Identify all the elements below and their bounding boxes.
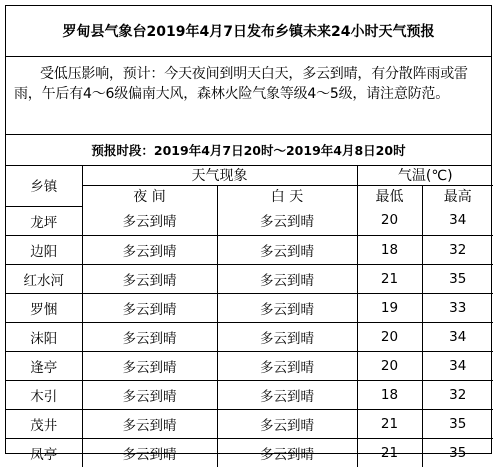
day-weather: 多云到晴 <box>217 206 357 235</box>
table-row <box>6 293 493 322</box>
min-temp: 21 <box>357 264 422 293</box>
min-temp: 20 <box>357 206 422 235</box>
max-temp: 35 <box>422 409 493 438</box>
night-weather: 多云到晴 <box>82 351 217 380</box>
min-temp: 18 <box>357 235 422 264</box>
header-weather: 天气现象 <box>82 165 357 186</box>
max-temp: 34 <box>422 351 493 380</box>
day-weather: 多云到晴 <box>217 264 357 293</box>
table-row <box>6 264 493 293</box>
min-temp: 21 <box>357 438 422 467</box>
day-weather: 多云到晴 <box>217 380 357 409</box>
forecast-table <box>6 165 493 467</box>
page-title: 罗甸县气象台2019年4月7日发布乡镇未来24小时天气预报 <box>6 6 491 57</box>
town-name: 边阳 <box>6 235 82 264</box>
min-temp: 20 <box>357 322 422 351</box>
day-weather: 多云到晴 <box>217 293 357 322</box>
header-night: 夜 间 <box>82 186 217 207</box>
night-weather: 多云到晴 <box>82 264 217 293</box>
header-min: 最低 <box>357 186 422 207</box>
max-temp: 33 <box>422 293 493 322</box>
night-weather: 多云到晴 <box>82 235 217 264</box>
town-name: 红水河 <box>6 264 82 293</box>
forecast-period: 预报时段：2019年4月7日20时～2019年4月8日20时 <box>6 135 491 166</box>
header-max: 最高 <box>422 186 493 207</box>
table-row <box>6 409 493 438</box>
day-weather: 多云到晴 <box>217 438 357 467</box>
table-row <box>6 438 493 467</box>
town-name: 茂井 <box>6 409 82 438</box>
town-name: 逢亭 <box>6 351 82 380</box>
max-temp: 32 <box>422 380 493 409</box>
town-name: 木引 <box>6 380 82 409</box>
night-weather: 多云到晴 <box>82 409 217 438</box>
forecast-table-frame <box>5 5 492 463</box>
header-town: 乡镇 <box>6 165 82 206</box>
day-weather: 多云到晴 <box>217 235 357 264</box>
town-name: 龙坪 <box>6 206 82 235</box>
day-weather: 多云到晴 <box>217 322 357 351</box>
header-day: 白 天 <box>217 186 357 207</box>
min-temp: 21 <box>357 409 422 438</box>
max-temp: 32 <box>422 235 493 264</box>
table-row <box>6 380 493 409</box>
min-temp: 20 <box>357 351 422 380</box>
max-temp: 35 <box>422 438 493 467</box>
night-weather: 多云到晴 <box>82 206 217 235</box>
town-name: 凤亭 <box>6 438 82 467</box>
table-row <box>6 322 493 351</box>
table-row <box>6 206 493 235</box>
min-temp: 19 <box>357 293 422 322</box>
header-temperature: 气温(℃) <box>357 165 493 186</box>
max-temp: 35 <box>422 264 493 293</box>
night-weather: 多云到晴 <box>82 293 217 322</box>
table-row <box>6 351 493 380</box>
town-name: 罗悃 <box>6 293 82 322</box>
day-weather: 多云到晴 <box>217 351 357 380</box>
forecast-summary: 受低压影响，预计：今天夜间到明天白天，多云到晴，有分散阵雨或雷雨，午后有4～6级偏南大风，森林火险气象等级4～5级，请注意防范。 <box>6 56 491 135</box>
night-weather: 多云到晴 <box>82 322 217 351</box>
town-name: 沫阳 <box>6 322 82 351</box>
max-temp: 34 <box>422 322 493 351</box>
night-weather: 多云到晴 <box>82 438 217 467</box>
night-weather: 多云到晴 <box>82 380 217 409</box>
min-temp: 18 <box>357 380 422 409</box>
day-weather: 多云到晴 <box>217 409 357 438</box>
table-row <box>6 235 493 264</box>
max-temp: 34 <box>422 206 493 235</box>
